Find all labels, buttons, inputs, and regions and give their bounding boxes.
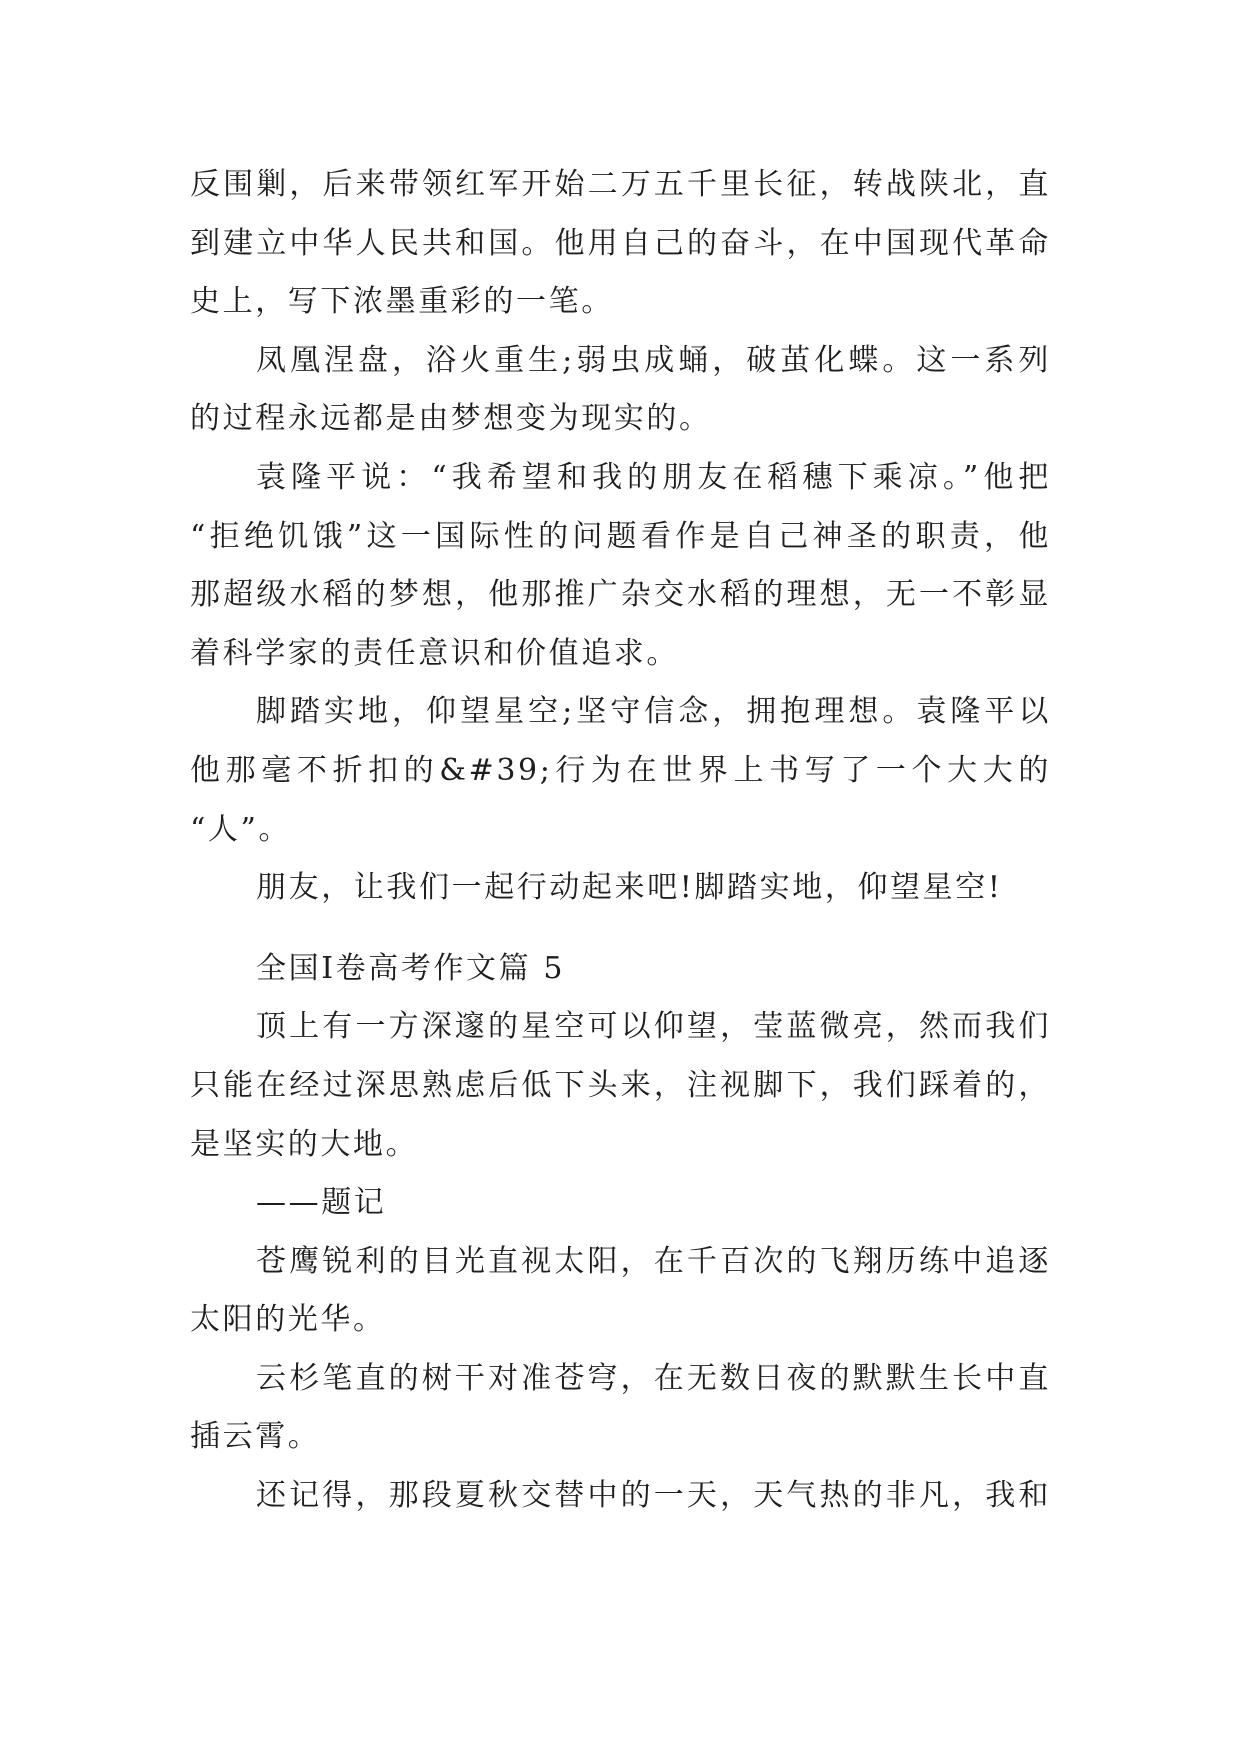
paragraph-line: 凤凰涅盘，浴火重生;弱虫成蛹，破茧化蝶。这一系列 (256, 342, 1051, 378)
paragraph-line: 的过程永远都是由梦想变为现实的。 (190, 401, 712, 437)
paragraph-line: 那超级水稻的梦想，他那推广杂交水稻的理想，无一不彰显 (190, 577, 1051, 613)
paragraph-line: 是坚实的大地。 (190, 1126, 419, 1162)
paragraph-line: 朋友，让我们一起行动起来吧!脚踏实地，仰望星空! (256, 870, 1003, 906)
paragraph (190, 1350, 1051, 1467)
paragraph (190, 859, 1051, 918)
paragraph-line: 袁隆平说：“我希望和我的朋友在稻穗下乘凉。”他把 (256, 459, 1051, 495)
paragraph-line: 顶上有一方深邃的星空可以仰望，莹蓝微亮，然而我们 (256, 1009, 1051, 1045)
paragraph-line: 他那毫不折扣的&#39;行为在世界上书写了一个大大的 (190, 752, 1051, 788)
paragraph-line: 插云霄。 (190, 1419, 321, 1455)
epigraph-attribution (190, 1174, 1051, 1233)
paragraph-line: 反围剿，后来带领红军开始二万五千里长征，转战陕北，直 (190, 167, 1051, 202)
paragraph-line: “人”。 (190, 811, 292, 847)
paragraph-line: 太阳的光华。 (190, 1302, 386, 1338)
paragraph-line: 只能在经过深思熟虑后低下头来，注视脚下，我们踩着的， (190, 1067, 1051, 1103)
paragraph-line: ——题记 (256, 1185, 387, 1221)
paragraph (190, 1233, 1051, 1350)
continued-essay (190, 156, 1051, 918)
essay-section (190, 940, 1051, 1526)
paragraph-line: 云杉笔直的树干对准苍穹，在无数日夜的默默生长中直 (256, 1360, 1051, 1396)
document-body (190, 156, 1051, 1526)
paragraph-line: 苍鹰锐利的目光直视太阳，在千百次的飞翔历练中追逐 (256, 1243, 1051, 1279)
paragraph (190, 332, 1051, 449)
essay-heading: 全国Ⅰ卷高考作文篇 5 (256, 950, 566, 986)
paragraph-line: “拒绝饥饿”这一国际性的问题看作是自己神圣的职责，他 (190, 518, 1051, 554)
paragraph-line: 史上，写下浓墨重彩的一笔。 (190, 284, 614, 320)
paragraph (190, 998, 1051, 1174)
paragraph (190, 156, 1051, 332)
paragraph-line: 还记得，那段夏秋交替中的一天，天气热的非凡，我和 (256, 1478, 1051, 1514)
paragraph (190, 449, 1051, 683)
paragraph-line: 着科学家的责任意识和价值追求。 (190, 635, 679, 671)
paragraph-line: 到建立中华人民共和国。他用自己的奋斗，在中国现代革命 (190, 225, 1051, 261)
paragraph-line: 脚踏实地，仰望星空;坚守信念，拥抱理想。袁隆平以 (256, 694, 1051, 730)
paragraph (190, 1467, 1051, 1526)
paragraph (190, 683, 1051, 859)
